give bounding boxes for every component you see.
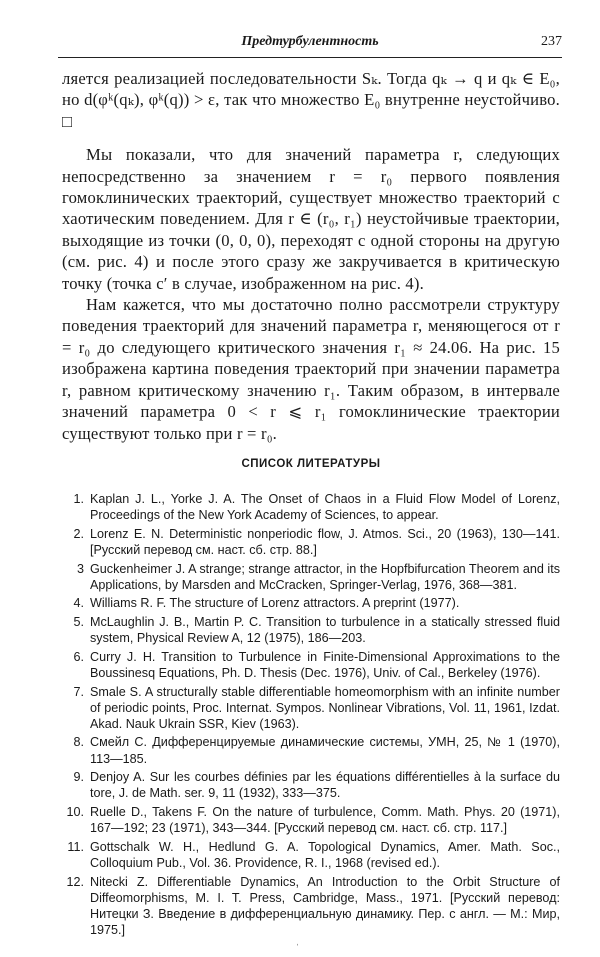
reference-number: 8. <box>73 735 84 750</box>
reference-number: 4. <box>73 596 84 611</box>
references-heading: СПИСОК ЛИТЕРАТУРЫ <box>241 458 381 470</box>
printer-mark: ˌ <box>296 935 300 946</box>
reference-item <box>62 804 560 836</box>
header-rule <box>58 57 562 58</box>
reference-number: 10. <box>66 805 84 820</box>
reference-text: Kaplan J. L., Yorke J. A. The Onset of Chaos in a Fluid Flow Model of Lorenz, Proceedings of the New York Academy of Sciences, to appear. <box>90 492 560 523</box>
reference-number: 2. <box>73 526 84 541</box>
reference-number: 11. <box>67 839 84 854</box>
paragraph-continuation: ляется реализацией последовательности Sₖ. Тогда qₖ → q и qₖ ∈ E₀, но d(φᵏ(qₖ), φᵏ(q)) > ε, так что множество E₀ внутренне неустойчиво. □ <box>62 69 560 131</box>
reference-item <box>62 874 560 938</box>
reference-item <box>62 734 560 766</box>
paragraph: Мы показали, что для значений параметра r, следующих непосредственно за значением r = r₀ первого появления гомоклинических траекторий, существует множество траекторий с хаотическим поведением. Для r ∈ (r₀, r₁) неустойчивые траектории, выходящие из точки (0, 0, 0), переходят с одной стороны на другую (см. рис. 4) и после этого сразу же закручивается в критическую точку (точка c′ в случае, изображенном на рис. 4). <box>62 145 560 293</box>
reference-text: Lorenz E. N. Deterministic nonperiodic flow, J. Atmos. Sci., 20 (1963), 130—141. [Русский перевод см. наст. сб. стр. 88.] <box>90 526 560 557</box>
reference-number: 5. <box>73 615 84 630</box>
reference-item <box>62 649 560 681</box>
running-title: Предтурбулентность <box>241 34 379 49</box>
reference-text: Guckenheimer J. A strange; strange attractor, in the Hopfbifurcation Theorem and its Applications, by Marsden and McCracken, Springer-Verlag, 1976, 368—381. <box>90 561 560 592</box>
reference-item <box>62 839 560 871</box>
reference-item <box>62 491 560 523</box>
paragraph: Нам кажется, что мы достаточно полно рассмотрели структуру поведения траекторий для значений параметра r, меняющегося от r = r₀ до следующего критического значения r₁ ≈ 24.06. На рис. 15 изображена картина поведения траекторий при значении параметра r, равном критическому значению r₁. Таким образом, в интервале значений параметра 0 < r ⩽ r₁ гомоклинические траектории существуют только при r = r₀. <box>62 295 560 443</box>
reference-text: McLaughlin J. B., Martin P. C. Transition to turbulence in a statically stressed fluid system, Physical Review A, 12 (1975), 186—203. <box>90 615 560 646</box>
reference-item <box>62 561 560 593</box>
reference-number: 9. <box>73 770 84 785</box>
running-header <box>58 30 562 54</box>
reference-number: 12. <box>66 874 84 889</box>
reference-text: Gottschalk W. H., Hedlund G. A. Topological Dynamics, Amer. Math. Soc., Colloquium Pub., Vol. 36. Providence, R. I., 1968 (revised ed.). <box>90 839 560 870</box>
reference-item <box>62 595 560 611</box>
reference-item <box>62 684 560 732</box>
main-text <box>62 68 560 444</box>
reference-item <box>62 769 560 801</box>
reference-text: Ruelle D., Takens F. On the nature of turbulence, Comm. Math. Phys. 20 (1971), 167—192; 23 (1971), 343—344. [Русский перевод см. наст. сб. стр. 117.] <box>90 805 560 836</box>
page-number: 237 <box>541 34 562 49</box>
reference-text: Smale S. A structurally stable differentiable homeomorphism with an infinite number of periodic points, Proc. Internat. Sympos. Nonlinear Vibrations, Vol. 11, 1961, Izdat. Akad. Nauk Ukrain SSR, Kiev (1963). <box>90 684 560 731</box>
reference-text: Curry J. H. Transition to Turbulence in Finite-Dimensional Approximations to the Boussinesq Equations, Ph. D. Thesis (Dec. 1976), Univ. of Cal., Berkeley (1976). <box>90 649 560 680</box>
reference-text: Nitecki Z. Differentiable Dynamics, An Introduction to the Orbit Structure of Diffeomorphisms, M. I. T. Press, Cambridge, Mass., 1971. [Русский перевод: Нитецки З. Введение в дифференциальную динамику. Пер. с англ. — М.: Мир, 1975.] <box>90 874 560 937</box>
reference-number: 7. <box>73 684 84 699</box>
reference-item <box>62 526 560 558</box>
reference-text: Denjoy A. Sur les courbes définies par les équations différentielles à la surface du tore, J. de Math. ser. 9, 11 (1932), 333—375. <box>90 770 560 801</box>
reference-text: Williams R. F. The structure of Lorenz attractors. A preprint (1977). <box>90 596 460 611</box>
reference-item <box>62 614 560 646</box>
reference-number: 3 <box>76 561 84 576</box>
references-list <box>62 491 560 941</box>
reference-number: 1. <box>73 492 84 506</box>
reference-number: 6. <box>73 649 84 664</box>
reference-text: Смейл С. Дифференцируемые динамические системы, УМН, 25, № 1 (1970), 113—185. <box>90 735 560 766</box>
